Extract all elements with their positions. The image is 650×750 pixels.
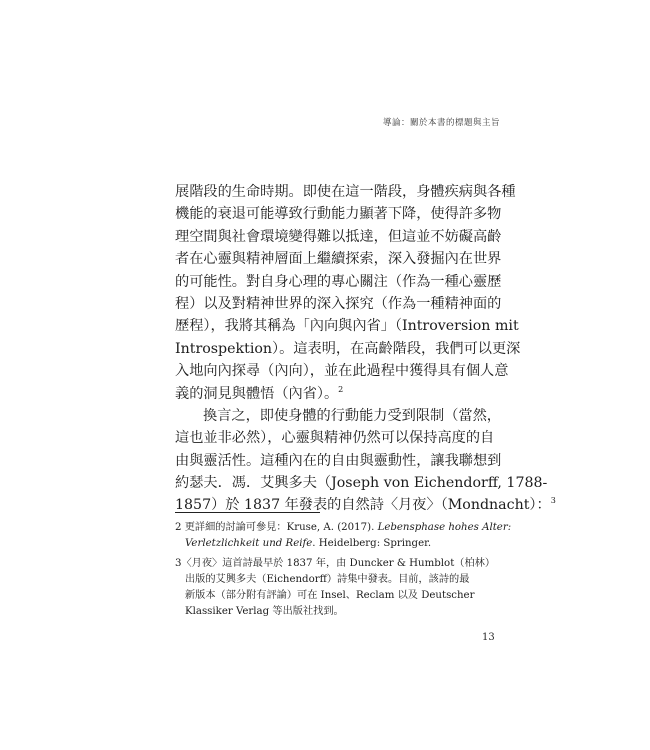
- text-line: 約瑟夫．馮．艾興多夫（Joseph von Eichendorff, 1788-: [175, 475, 548, 492]
- text-line: Introspektion）。這表明，在高齡階段，我們可以更深: [175, 340, 521, 357]
- paragraph-2: [175, 405, 556, 517]
- text-line: 程）以及對精神世界的深入探究（作為一種精神面的: [175, 295, 502, 312]
- footnote-2-title-part1: Lebensphase hohes Alter:: [377, 522, 512, 533]
- text-line: 這也並非必然），心靈與精神仍然可以保持高度的自: [175, 430, 495, 447]
- footnote-ref-2[interactable]: 2: [338, 384, 344, 394]
- text-line: 展階段的生命時期。即使在這一階段，身體疾病與各種: [175, 184, 516, 200]
- footnote-3: [175, 556, 496, 620]
- text-line: 換言之，即使身體的行動能力受到限制（當然，: [203, 407, 501, 424]
- text-line: 歷程），我將其稱為「內向與內省」（Introversion mit: [175, 318, 519, 335]
- footnote-line: [175, 520, 512, 536]
- footnote-2-title-part2: Verletzlichkeit und Reife: [185, 538, 313, 549]
- footnote-2-lead: 2 更詳細的討論可參見：Kruse, A. (2017).: [175, 522, 378, 533]
- footnote-line: 新版本（部分附有評論）可在 Insel、Reclam 以及 Deutscher: [185, 590, 475, 601]
- paragraph-1: [175, 181, 521, 405]
- text-line: 機能的衰退可能導致行動能力顯著下降，使得許多物: [175, 206, 502, 223]
- text-line-content: 義的洞見與體悟（內省）。: [175, 385, 339, 402]
- text-line: 的可能性。對自身心理的專心關注（作為一種心靈歷: [175, 273, 502, 290]
- main-text: [175, 181, 556, 517]
- footnote-ref-3[interactable]: 3: [550, 496, 556, 506]
- page-number: 13: [482, 632, 495, 643]
- text-line: 入地向內探尋（內向），並在此過程中獲得具有個人意: [175, 363, 509, 380]
- footnote-line: [175, 536, 475, 552]
- running-head: 導論：關於本書的標題與主旨: [382, 118, 500, 128]
- footnotes: [175, 520, 512, 620]
- footnote-2: [175, 520, 512, 552]
- text-line: 理空間與社會環境變得難以抵達，但這並不妨礙高齡: [175, 228, 502, 245]
- footnote-2-tail: . Heidelberg: Springer.: [312, 538, 432, 549]
- footnote-line: 3〈月夜〉這首詩最早於 1837 年，由 Duncker & Humblot（柏林）: [175, 558, 496, 569]
- text-line: 由與靈活性。這種內在的自由與靈動性，讓我聯想到: [175, 452, 502, 469]
- text-line-content: 1857）於 1837 年發表的自然詩〈月夜〉（Mondnacht）：: [175, 497, 551, 514]
- footnote-line: 出版的艾興多夫（Eichendorff）詩集中發表。目前，該詩的最: [185, 574, 470, 585]
- text-line: [175, 383, 475, 405]
- footnote-divider: [175, 512, 320, 513]
- text-line: 者在心靈與精神層面上繼續探索，深入發掘內在世界: [175, 251, 502, 268]
- text-line: [175, 494, 556, 516]
- footnote-line: Klassiker Verlag 等出版社找到。: [185, 606, 344, 617]
